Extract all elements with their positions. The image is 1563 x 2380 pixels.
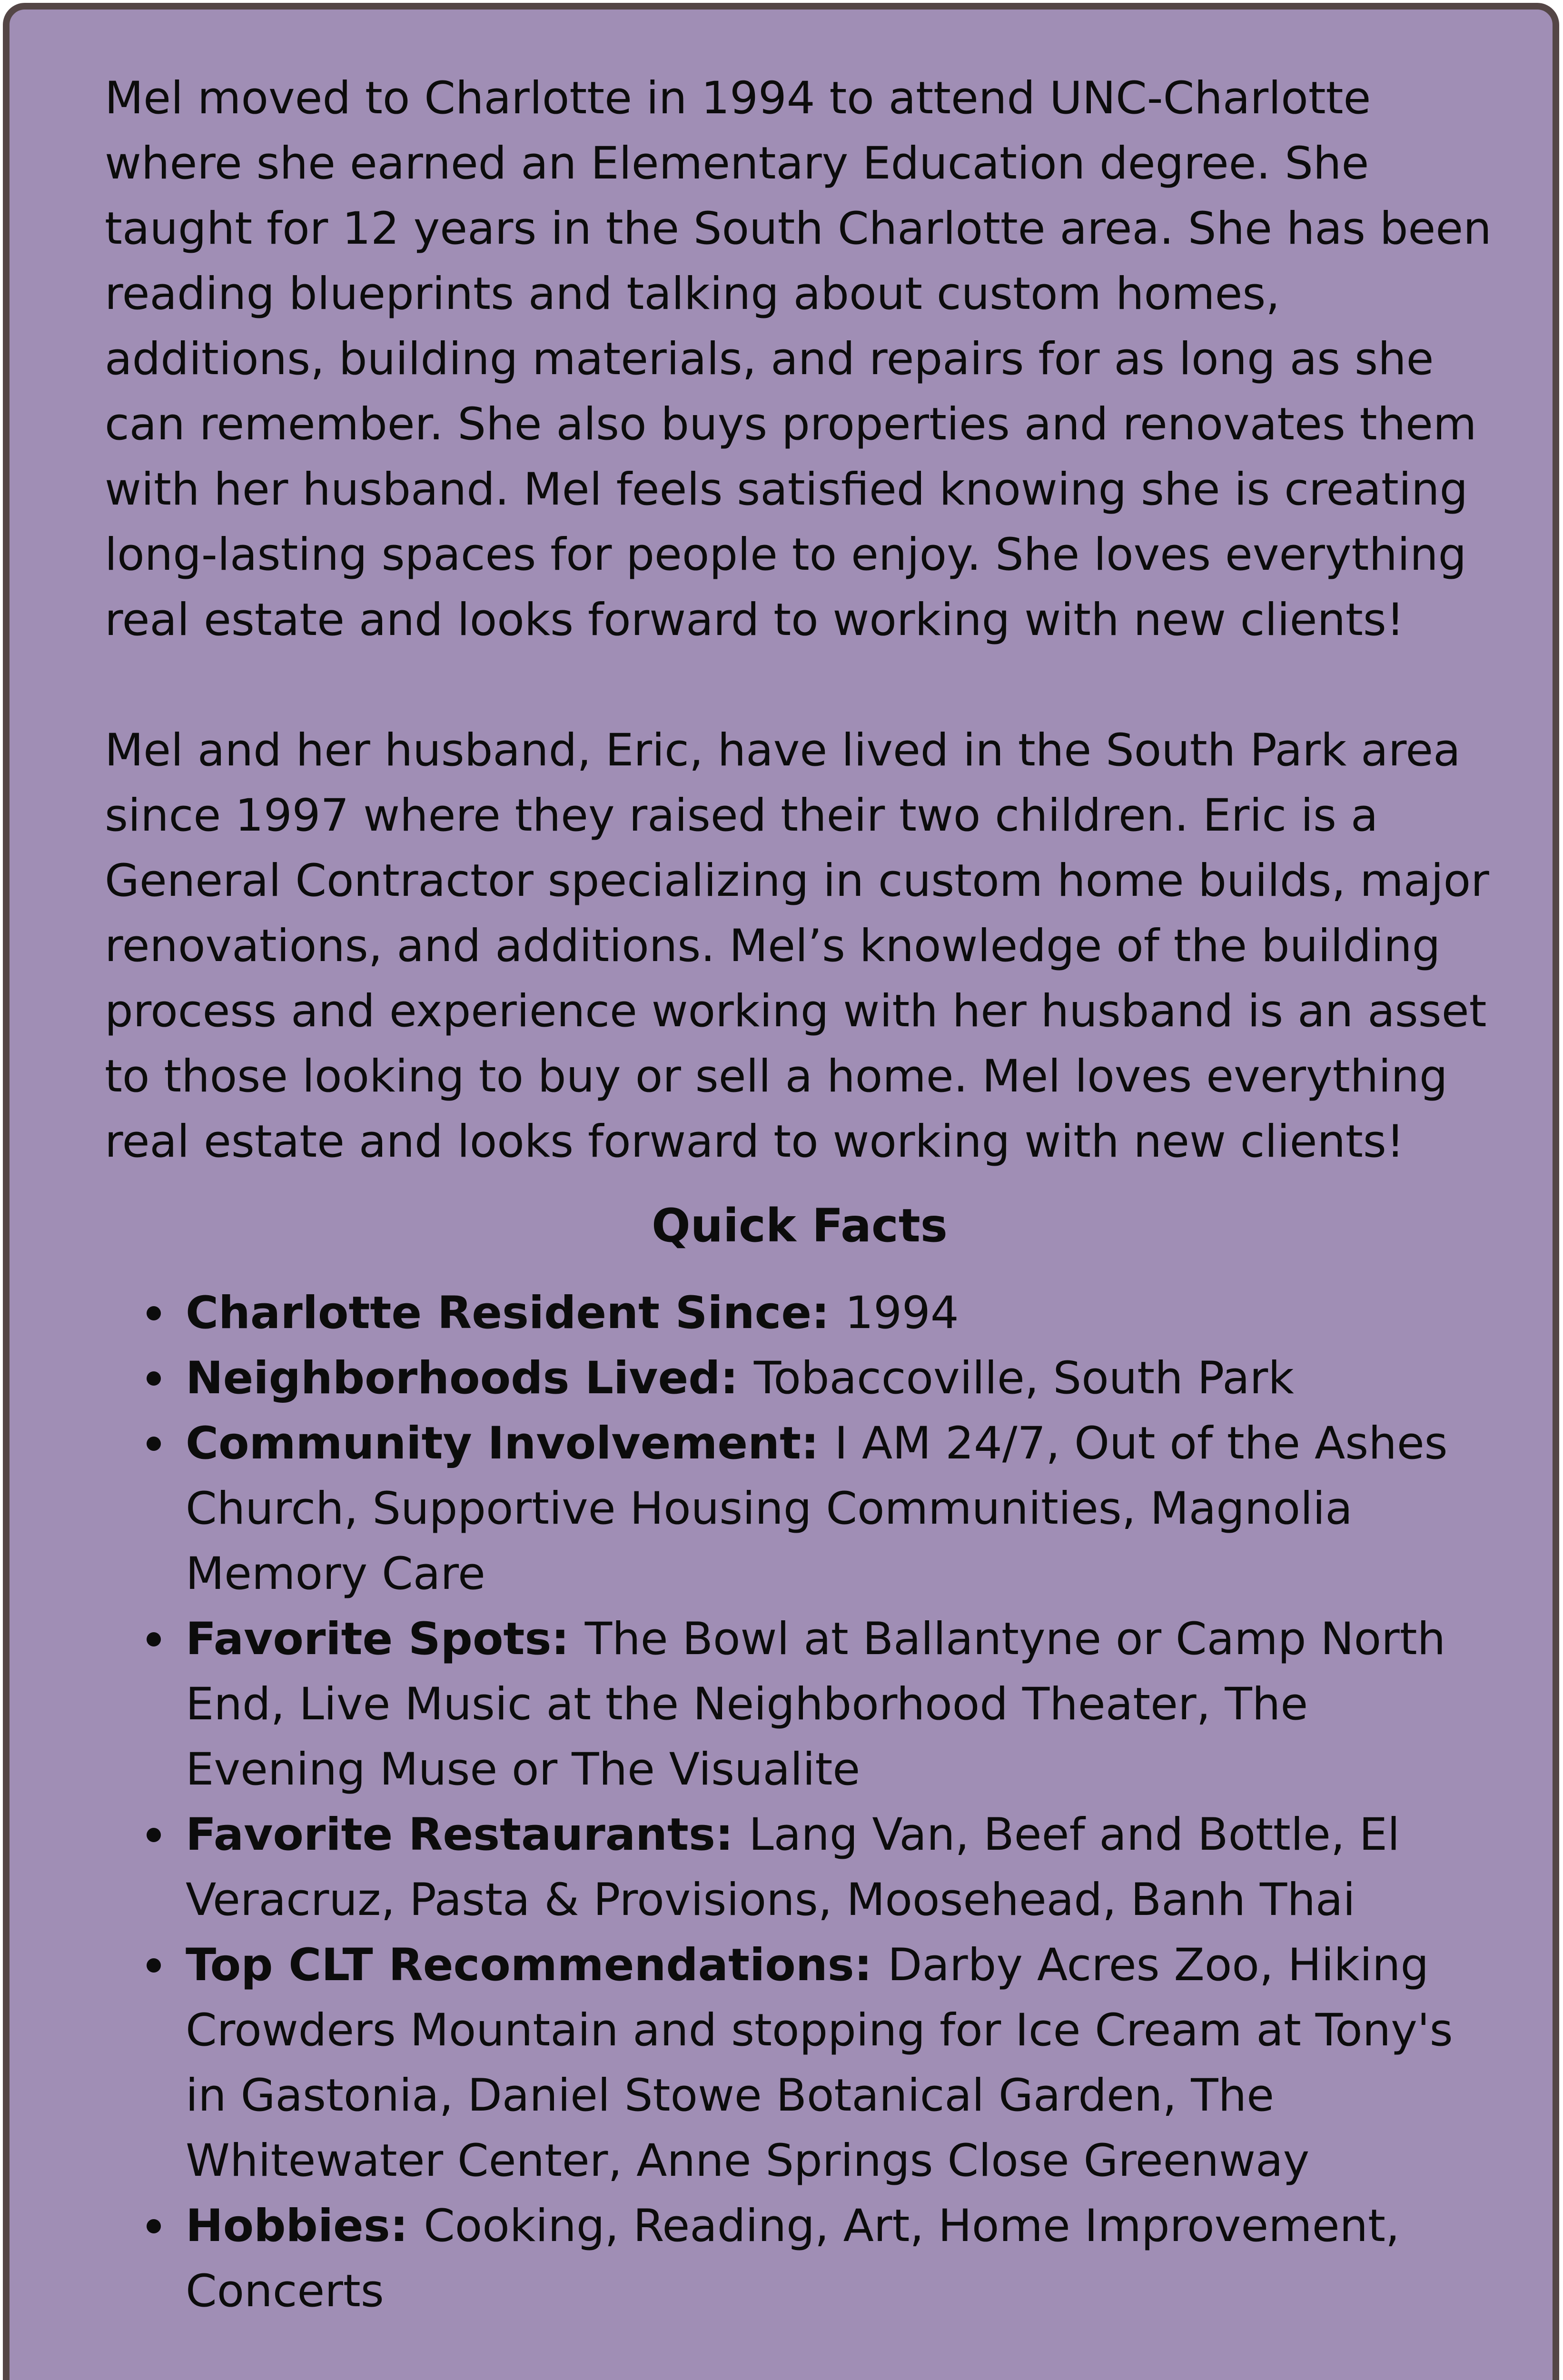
quick-facts-heading: Quick Facts [652,1199,948,1252]
fact-value: The Bowl at Ballantyne or Camp North End, Live Music at the Neighborhood Theater, The Evening Muse or The Visualite [186,1613,1446,1795]
fact-label: Neighborhoods Lived: [186,1352,754,1404]
quick-fact-item [105,1606,1494,1802]
bio-paragraph: Mel and her husband, Eric, have lived in the South Park area since 1997 where they raised their two children. Eric is a General Contractor specializing in custom home builds, major renovations, and additions. Mel’s knowledge of the building process and experience working with her husband is an asset to those looking to buy or sell a home. Mel loves everything real estate and looks forward to working with new clients! [105,724,1489,1168]
fact-value: Cooking, Reading, Art, Home Improvement, Concerts [186,2200,1400,2317]
fact-label: Charlotte Resident Since: [186,1287,845,1339]
bio-card [3,3,1559,2380]
quick-fact-item [105,1933,1494,2193]
quick-fact-item [105,1411,1494,1606]
quick-fact-item [105,1346,1494,1411]
bullet-icon [147,2219,161,2233]
fact-value: Tobaccoville, South Park [753,1352,1294,1404]
bullet-icon [147,1306,161,1320]
fact-value: Darby Acres Zoo, Hiking Crowders Mountain and stopping for Ice Cream at Tony's in Gastonia, Daniel Stowe Botanical Garden, The Whitewater Center, Anne Springs Close Greenway [186,1939,1453,2187]
fact-label: Favorite Restaurants: [186,1809,749,1861]
quick-fact-item [105,2193,1494,2324]
fact-label: Favorite Spots: [186,1613,585,1665]
quick-fact-item [105,1280,1494,1346]
bullet-icon [147,1632,161,1646]
fact-label: Hobbies: [186,2200,424,2252]
quick-fact-item [105,1802,1494,1933]
bullet-icon [147,1828,161,1842]
bullet-icon [147,1437,161,1451]
fact-label: Community Involvement: [186,1418,835,1469]
fact-value: Lang Van, Beef and Bottle, El Veracruz, Pasta & Provisions, Moosehead, Banh Thai [186,1809,1400,1926]
bullet-icon [147,1958,161,1973]
bullet-icon [147,1371,161,1386]
bio-paragraph: Mel moved to Charlotte in 1994 to attend UNC-Charlotte where she earned an Elementary Education degree. She taught for 12 years in the South Charlotte area. She has been reading blueprints and talking about custom homes, additions, building materials, and repairs for as long as she can remember. She also buys properties and renovates them with her husband. Mel feels satisfied knowing she is creating long-lasting spaces for people to enjoy. She loves everything real estate and looks forward to working with new clients! [105,72,1492,646]
fact-value: 1994 [845,1287,959,1339]
quick-facts-list [105,1280,1494,2324]
fact-label: Top CLT Recommendations: [186,1939,888,1991]
bio-content [105,66,1494,2324]
fact-value: I AM 24/7, Out of the Ashes Church, Supportive Housing Communities, Magnolia Memory Care [186,1418,1448,1600]
